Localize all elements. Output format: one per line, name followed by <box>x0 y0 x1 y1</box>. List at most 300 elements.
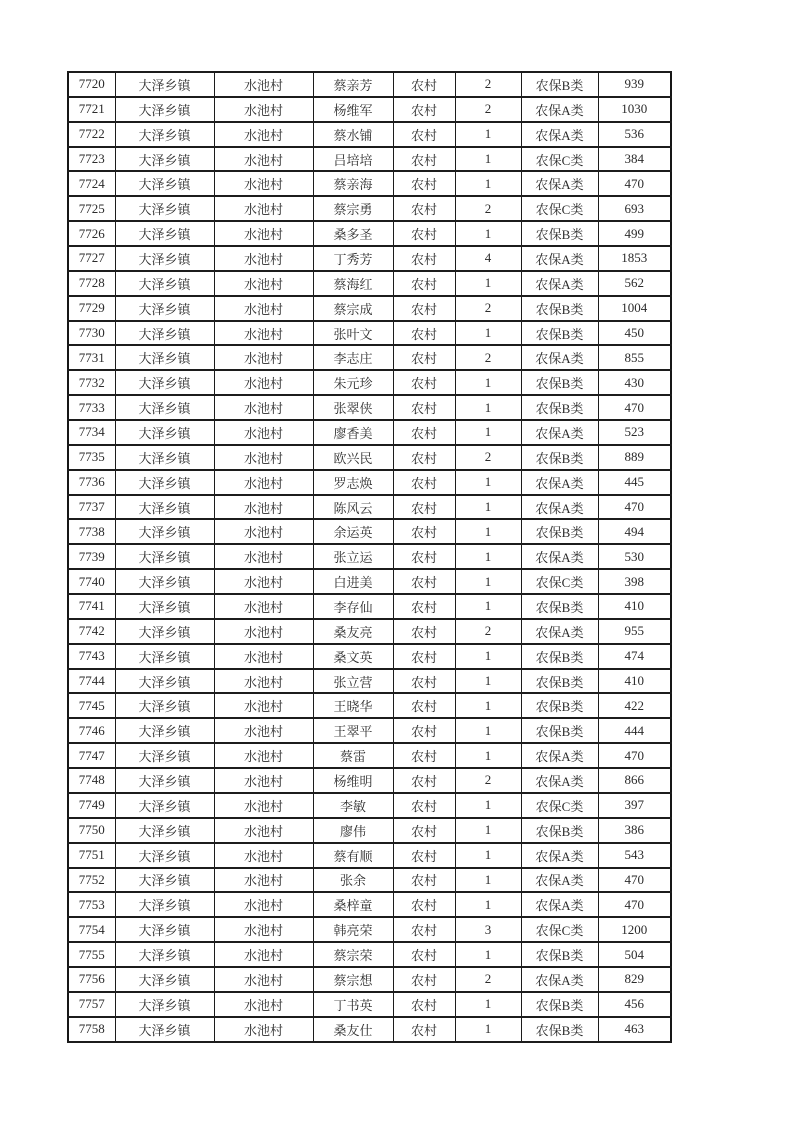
cell-count: 1 <box>455 519 521 544</box>
cell-amount: 562 <box>598 271 671 296</box>
cell-insurance-type: 农保A类 <box>521 967 598 992</box>
cell-count: 1 <box>455 420 521 445</box>
cell-village: 水池村 <box>214 793 313 818</box>
cell-count: 1 <box>455 171 521 196</box>
cell-township: 大泽乡镇 <box>115 693 214 718</box>
cell-residence: 农村 <box>393 246 455 271</box>
cell-name: 蔡亲海 <box>313 171 393 196</box>
cell-count: 1 <box>455 693 521 718</box>
cell-id: 7738 <box>68 519 115 544</box>
cell-residence: 农村 <box>393 768 455 793</box>
table-row <box>68 693 671 718</box>
cell-count: 1 <box>455 544 521 569</box>
cell-amount: 470 <box>598 892 671 917</box>
cell-village: 水池村 <box>214 693 313 718</box>
cell-count: 2 <box>455 768 521 793</box>
table-row <box>68 196 671 221</box>
cell-name: 廖香美 <box>313 420 393 445</box>
cell-insurance-type: 农保B类 <box>521 1017 598 1042</box>
cell-township: 大泽乡镇 <box>115 619 214 644</box>
cell-count: 1 <box>455 942 521 967</box>
cell-insurance-type: 农保B类 <box>521 296 598 321</box>
cell-insurance-type: 农保B类 <box>521 594 598 619</box>
cell-count: 2 <box>455 445 521 470</box>
cell-residence: 农村 <box>393 942 455 967</box>
cell-amount: 450 <box>598 321 671 346</box>
cell-village: 水池村 <box>214 72 313 97</box>
table-row <box>68 768 671 793</box>
table-row <box>68 718 671 743</box>
cell-insurance-type: 农保C类 <box>521 917 598 942</box>
cell-residence: 农村 <box>393 619 455 644</box>
cell-count: 1 <box>455 868 521 893</box>
cell-village: 水池村 <box>214 768 313 793</box>
cell-amount: 384 <box>598 147 671 172</box>
cell-village: 水池村 <box>214 743 313 768</box>
cell-residence: 农村 <box>393 321 455 346</box>
cell-village: 水池村 <box>214 669 313 694</box>
cell-amount: 470 <box>598 171 671 196</box>
cell-residence: 农村 <box>393 743 455 768</box>
cell-amount: 693 <box>598 196 671 221</box>
cell-township: 大泽乡镇 <box>115 171 214 196</box>
cell-township: 大泽乡镇 <box>115 569 214 594</box>
cell-amount: 470 <box>598 395 671 420</box>
cell-name: 王翠平 <box>313 718 393 743</box>
cell-amount: 523 <box>598 420 671 445</box>
cell-residence: 农村 <box>393 420 455 445</box>
table-row <box>68 321 671 346</box>
cell-village: 水池村 <box>214 147 313 172</box>
cell-village: 水池村 <box>214 569 313 594</box>
cell-count: 1 <box>455 1017 521 1042</box>
cell-amount: 410 <box>598 669 671 694</box>
cell-id: 7724 <box>68 171 115 196</box>
cell-id: 7751 <box>68 843 115 868</box>
cell-township: 大泽乡镇 <box>115 122 214 147</box>
cell-village: 水池村 <box>214 519 313 544</box>
cell-township: 大泽乡镇 <box>115 843 214 868</box>
cell-insurance-type: 农保A类 <box>521 271 598 296</box>
cell-id: 7757 <box>68 992 115 1017</box>
table-row <box>68 669 671 694</box>
cell-village: 水池村 <box>214 1017 313 1042</box>
cell-residence: 农村 <box>393 917 455 942</box>
cell-count: 1 <box>455 122 521 147</box>
table-row <box>68 345 671 370</box>
cell-insurance-type: 农保B类 <box>521 693 598 718</box>
cell-name: 罗志焕 <box>313 470 393 495</box>
cell-residence: 农村 <box>393 569 455 594</box>
table-row <box>68 992 671 1017</box>
cell-township: 大泽乡镇 <box>115 495 214 520</box>
cell-name: 张立营 <box>313 669 393 694</box>
cell-residence: 农村 <box>393 445 455 470</box>
cell-name: 李存仙 <box>313 594 393 619</box>
cell-amount: 474 <box>598 644 671 669</box>
cell-village: 水池村 <box>214 196 313 221</box>
cell-residence: 农村 <box>393 370 455 395</box>
cell-name: 蔡亲芳 <box>313 72 393 97</box>
cell-count: 3 <box>455 917 521 942</box>
table-row <box>68 171 671 196</box>
cell-name: 欧兴民 <box>313 445 393 470</box>
cell-id: 7747 <box>68 743 115 768</box>
cell-name: 丁秀芳 <box>313 246 393 271</box>
cell-name: 蔡宗荣 <box>313 942 393 967</box>
cell-id: 7742 <box>68 619 115 644</box>
cell-insurance-type: 农保B类 <box>521 395 598 420</box>
table-row <box>68 868 671 893</box>
cell-id: 7753 <box>68 892 115 917</box>
cell-village: 水池村 <box>214 495 313 520</box>
cell-township: 大泽乡镇 <box>115 147 214 172</box>
cell-village: 水池村 <box>214 892 313 917</box>
cell-village: 水池村 <box>214 345 313 370</box>
table-row <box>68 942 671 967</box>
cell-township: 大泽乡镇 <box>115 370 214 395</box>
cell-id: 7722 <box>68 122 115 147</box>
cell-village: 水池村 <box>214 221 313 246</box>
cell-residence: 农村 <box>393 72 455 97</box>
cell-id: 7721 <box>68 97 115 122</box>
table-row <box>68 644 671 669</box>
cell-id: 7750 <box>68 818 115 843</box>
cell-amount: 1853 <box>598 246 671 271</box>
cell-count: 1 <box>455 147 521 172</box>
cell-village: 水池村 <box>214 370 313 395</box>
cell-amount: 866 <box>598 768 671 793</box>
table-row <box>68 1017 671 1042</box>
cell-name: 蔡海红 <box>313 271 393 296</box>
cell-village: 水池村 <box>214 246 313 271</box>
cell-township: 大泽乡镇 <box>115 743 214 768</box>
cell-residence: 农村 <box>393 544 455 569</box>
cell-id: 7731 <box>68 345 115 370</box>
cell-township: 大泽乡镇 <box>115 72 214 97</box>
cell-name: 杨维明 <box>313 768 393 793</box>
cell-village: 水池村 <box>214 644 313 669</box>
cell-village: 水池村 <box>214 296 313 321</box>
cell-id: 7754 <box>68 917 115 942</box>
cell-count: 1 <box>455 271 521 296</box>
cell-id: 7737 <box>68 495 115 520</box>
cell-name: 张余 <box>313 868 393 893</box>
cell-count: 1 <box>455 495 521 520</box>
cell-village: 水池村 <box>214 271 313 296</box>
cell-count: 1 <box>455 221 521 246</box>
cell-count: 1 <box>455 793 521 818</box>
cell-amount: 1004 <box>598 296 671 321</box>
cell-township: 大泽乡镇 <box>115 544 214 569</box>
cell-insurance-type: 农保A类 <box>521 544 598 569</box>
cell-insurance-type: 农保A类 <box>521 171 598 196</box>
cell-name: 杨维军 <box>313 97 393 122</box>
cell-name: 桑文英 <box>313 644 393 669</box>
cell-amount: 1030 <box>598 97 671 122</box>
cell-name: 蔡宗想 <box>313 967 393 992</box>
cell-amount: 397 <box>598 793 671 818</box>
cell-amount: 386 <box>598 818 671 843</box>
cell-amount: 444 <box>598 718 671 743</box>
cell-residence: 农村 <box>393 171 455 196</box>
cell-id: 7741 <box>68 594 115 619</box>
cell-count: 2 <box>455 296 521 321</box>
table-row <box>68 97 671 122</box>
cell-amount: 855 <box>598 345 671 370</box>
cell-village: 水池村 <box>214 594 313 619</box>
cell-insurance-type: 农保C类 <box>521 793 598 818</box>
cell-count: 1 <box>455 395 521 420</box>
cell-insurance-type: 农保A类 <box>521 868 598 893</box>
cell-township: 大泽乡镇 <box>115 917 214 942</box>
cell-id: 7758 <box>68 1017 115 1042</box>
cell-id: 7748 <box>68 768 115 793</box>
cell-amount: 889 <box>598 445 671 470</box>
cell-amount: 543 <box>598 843 671 868</box>
table-row <box>68 246 671 271</box>
cell-name: 桑多圣 <box>313 221 393 246</box>
cell-township: 大泽乡镇 <box>115 321 214 346</box>
cell-village: 水池村 <box>214 122 313 147</box>
table-row <box>68 370 671 395</box>
cell-name: 蔡有顺 <box>313 843 393 868</box>
cell-insurance-type: 农保A类 <box>521 122 598 147</box>
cell-township: 大泽乡镇 <box>115 1017 214 1042</box>
cell-village: 水池村 <box>214 619 313 644</box>
cell-count: 2 <box>455 345 521 370</box>
cell-insurance-type: 农保C类 <box>521 569 598 594</box>
cell-id: 7749 <box>68 793 115 818</box>
table-row <box>68 420 671 445</box>
cell-count: 2 <box>455 619 521 644</box>
cell-amount: 470 <box>598 743 671 768</box>
cell-village: 水池村 <box>214 967 313 992</box>
table-row <box>68 221 671 246</box>
cell-amount: 829 <box>598 967 671 992</box>
cell-count: 2 <box>455 72 521 97</box>
cell-village: 水池村 <box>214 321 313 346</box>
cell-insurance-type: 农保B类 <box>521 718 598 743</box>
cell-village: 水池村 <box>214 992 313 1017</box>
table-row <box>68 793 671 818</box>
cell-name: 李志庄 <box>313 345 393 370</box>
cell-residence: 农村 <box>393 519 455 544</box>
cell-amount: 463 <box>598 1017 671 1042</box>
cell-insurance-type: 农保A类 <box>521 470 598 495</box>
cell-village: 水池村 <box>214 445 313 470</box>
cell-township: 大泽乡镇 <box>115 445 214 470</box>
cell-id: 7739 <box>68 544 115 569</box>
cell-amount: 430 <box>598 370 671 395</box>
cell-township: 大泽乡镇 <box>115 395 214 420</box>
cell-id: 7745 <box>68 693 115 718</box>
table-row <box>68 122 671 147</box>
cell-village: 水池村 <box>214 718 313 743</box>
cell-township: 大泽乡镇 <box>115 594 214 619</box>
cell-insurance-type: 农保A类 <box>521 97 598 122</box>
cell-insurance-type: 农保B类 <box>521 445 598 470</box>
cell-name: 蔡宗成 <box>313 296 393 321</box>
cell-id: 7734 <box>68 420 115 445</box>
cell-township: 大泽乡镇 <box>115 420 214 445</box>
cell-count: 1 <box>455 470 521 495</box>
cell-amount: 536 <box>598 122 671 147</box>
cell-amount: 939 <box>598 72 671 97</box>
cell-residence: 农村 <box>393 693 455 718</box>
table-row <box>68 271 671 296</box>
cell-residence: 农村 <box>393 669 455 694</box>
cell-residence: 农村 <box>393 967 455 992</box>
table-row <box>68 395 671 420</box>
table-row <box>68 569 671 594</box>
cell-residence: 农村 <box>393 395 455 420</box>
cell-residence: 农村 <box>393 594 455 619</box>
cell-residence: 农村 <box>393 718 455 743</box>
cell-village: 水池村 <box>214 868 313 893</box>
table-row <box>68 296 671 321</box>
cell-insurance-type: 农保C类 <box>521 147 598 172</box>
cell-residence: 农村 <box>393 122 455 147</box>
cell-id: 7728 <box>68 271 115 296</box>
cell-amount: 499 <box>598 221 671 246</box>
cell-residence: 农村 <box>393 992 455 1017</box>
cell-residence: 农村 <box>393 892 455 917</box>
table-row <box>68 967 671 992</box>
cell-residence: 农村 <box>393 495 455 520</box>
cell-insurance-type: 农保A类 <box>521 892 598 917</box>
cell-insurance-type: 农保B类 <box>521 519 598 544</box>
cell-township: 大泽乡镇 <box>115 644 214 669</box>
cell-amount: 470 <box>598 868 671 893</box>
table-row <box>68 743 671 768</box>
cell-insurance-type: 农保A类 <box>521 619 598 644</box>
cell-insurance-type: 农保A类 <box>521 768 598 793</box>
cell-count: 1 <box>455 992 521 1017</box>
cell-insurance-type: 农保A类 <box>521 495 598 520</box>
cell-name: 丁书英 <box>313 992 393 1017</box>
table-row <box>68 72 671 97</box>
table-row <box>68 594 671 619</box>
cell-insurance-type: 农保C类 <box>521 196 598 221</box>
cell-amount: 504 <box>598 942 671 967</box>
cell-name: 张翠侠 <box>313 395 393 420</box>
cell-id: 7732 <box>68 370 115 395</box>
cell-insurance-type: 农保B类 <box>521 370 598 395</box>
cell-township: 大泽乡镇 <box>115 818 214 843</box>
cell-township: 大泽乡镇 <box>115 868 214 893</box>
cell-village: 水池村 <box>214 97 313 122</box>
cell-insurance-type: 农保A类 <box>521 843 598 868</box>
cell-count: 1 <box>455 843 521 868</box>
cell-insurance-type: 农保B类 <box>521 321 598 346</box>
table-row <box>68 445 671 470</box>
cell-village: 水池村 <box>214 470 313 495</box>
cell-count: 1 <box>455 718 521 743</box>
cell-name: 王晓华 <box>313 693 393 718</box>
cell-count: 2 <box>455 97 521 122</box>
cell-township: 大泽乡镇 <box>115 793 214 818</box>
cell-residence: 农村 <box>393 196 455 221</box>
cell-count: 2 <box>455 196 521 221</box>
cell-count: 1 <box>455 669 521 694</box>
cell-residence: 农村 <box>393 818 455 843</box>
records-table-body <box>68 72 671 1042</box>
cell-insurance-type: 农保A类 <box>521 345 598 370</box>
cell-township: 大泽乡镇 <box>115 221 214 246</box>
cell-name: 蔡宗勇 <box>313 196 393 221</box>
table-row <box>68 470 671 495</box>
table-row <box>68 917 671 942</box>
cell-insurance-type: 农保B类 <box>521 644 598 669</box>
cell-id: 7727 <box>68 246 115 271</box>
cell-name: 白进美 <box>313 569 393 594</box>
cell-amount: 422 <box>598 693 671 718</box>
cell-id: 7723 <box>68 147 115 172</box>
records-table <box>67 71 672 1043</box>
cell-count: 1 <box>455 370 521 395</box>
table-row <box>68 147 671 172</box>
cell-id: 7733 <box>68 395 115 420</box>
cell-township: 大泽乡镇 <box>115 470 214 495</box>
cell-insurance-type: 农保A类 <box>521 420 598 445</box>
cell-village: 水池村 <box>214 544 313 569</box>
cell-insurance-type: 农保B类 <box>521 818 598 843</box>
cell-insurance-type: 农保B类 <box>521 992 598 1017</box>
cell-name: 桑友仕 <box>313 1017 393 1042</box>
cell-township: 大泽乡镇 <box>115 246 214 271</box>
cell-residence: 农村 <box>393 868 455 893</box>
cell-township: 大泽乡镇 <box>115 967 214 992</box>
cell-amount: 456 <box>598 992 671 1017</box>
cell-township: 大泽乡镇 <box>115 768 214 793</box>
cell-count: 1 <box>455 743 521 768</box>
cell-count: 4 <box>455 246 521 271</box>
cell-amount: 530 <box>598 544 671 569</box>
cell-id: 7743 <box>68 644 115 669</box>
table-row <box>68 519 671 544</box>
cell-residence: 农村 <box>393 793 455 818</box>
cell-village: 水池村 <box>214 395 313 420</box>
table-row <box>68 544 671 569</box>
cell-name: 廖伟 <box>313 818 393 843</box>
cell-name: 朱元珍 <box>313 370 393 395</box>
cell-count: 1 <box>455 569 521 594</box>
cell-village: 水池村 <box>214 818 313 843</box>
cell-id: 7752 <box>68 868 115 893</box>
cell-name: 蔡雷 <box>313 743 393 768</box>
cell-amount: 955 <box>598 619 671 644</box>
cell-id: 7735 <box>68 445 115 470</box>
cell-id: 7729 <box>68 296 115 321</box>
cell-residence: 农村 <box>393 843 455 868</box>
cell-amount: 410 <box>598 594 671 619</box>
cell-count: 1 <box>455 892 521 917</box>
cell-village: 水池村 <box>214 420 313 445</box>
cell-count: 1 <box>455 818 521 843</box>
cell-count: 2 <box>455 967 521 992</box>
cell-residence: 农村 <box>393 221 455 246</box>
cell-residence: 农村 <box>393 470 455 495</box>
cell-id: 7744 <box>68 669 115 694</box>
cell-insurance-type: 农保A类 <box>521 246 598 271</box>
cell-name: 桑友亮 <box>313 619 393 644</box>
cell-residence: 农村 <box>393 1017 455 1042</box>
cell-name: 陈风云 <box>313 495 393 520</box>
cell-insurance-type: 农保B类 <box>521 942 598 967</box>
cell-name: 李敏 <box>313 793 393 818</box>
cell-village: 水池村 <box>214 917 313 942</box>
